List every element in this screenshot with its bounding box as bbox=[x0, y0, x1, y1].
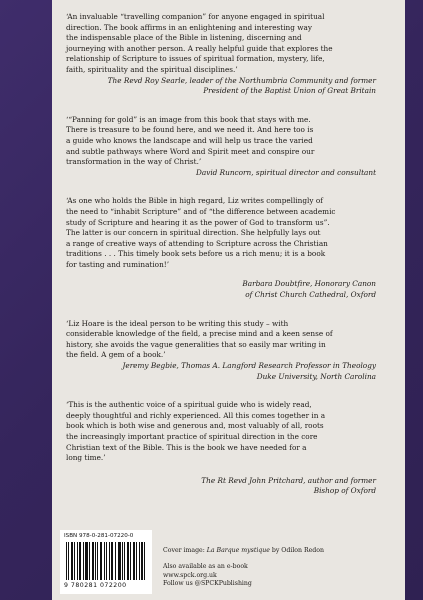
endorsement-3 bbox=[66, 196, 376, 300]
cover-credit-prefix: Cover image: bbox=[163, 547, 207, 554]
endorsement-1 bbox=[66, 12, 376, 97]
quote-line: ‘Liz Hoare is the ideal person to be writing this study – with bbox=[66, 318, 289, 328]
quote-line: faith, spirituality and the spiritual disciplines.’ bbox=[66, 64, 238, 74]
endorsements bbox=[66, 12, 376, 497]
isbn-label: ISBN 978-0-281-07220-0 bbox=[64, 533, 134, 539]
endorsement-5 bbox=[66, 400, 376, 497]
quote-line: long time.’ bbox=[66, 453, 106, 463]
endorsement-2 bbox=[66, 115, 376, 179]
quote-line: journeying with another person. A really helpful guide that explores the bbox=[66, 43, 333, 53]
quote-line: ‘As one who holds the Bible in high regard, Liz writes compellingly of bbox=[66, 196, 323, 206]
quote-line: study of Scripture and hearing it as the power of God to transform us”. bbox=[66, 217, 330, 227]
quote-line: the increasingly important practice of spiritual direction in the core bbox=[66, 432, 318, 441]
quote-line: Christian text of the Bible. This is the book we have needed for a bbox=[66, 442, 307, 452]
quote-attribution: of Christ Church Cathedral, Oxford bbox=[245, 290, 376, 300]
quote-line: ‘This is the authentic voice of a spiritual guide who is widely read, bbox=[66, 400, 312, 410]
quote-attribution: The Revd Roy Searle, leader of the Northumbria Community and former bbox=[107, 75, 376, 85]
quote-line: book which is both wise and generous and, most valuably of all, roots bbox=[66, 421, 324, 431]
quote-attribution: Barbara Doubtfire, Honorary Canon bbox=[242, 279, 376, 289]
cover-credit-suffix: by Odilon Redon bbox=[269, 547, 324, 554]
quote-line: deeply thoughtful and richly experienced. All this comes together in a bbox=[66, 410, 326, 420]
barcode-number: 9 780281 072200 bbox=[64, 582, 127, 589]
quote-line: transformation in the way of Christ.’ bbox=[66, 157, 202, 167]
barcode-bars bbox=[66, 542, 146, 580]
publisher-info bbox=[163, 546, 363, 589]
endorsement-4 bbox=[66, 319, 376, 383]
quote-line: ‘“Panning for gold” is an image from this book that stays with me. bbox=[66, 114, 311, 124]
quote-line: history, she avoids the vague generalities that so easily mar writing in bbox=[66, 339, 326, 349]
quote-line: and subtle pathways where Word and Spirit meet and conspire our bbox=[66, 146, 315, 156]
cover-credit-title: La Barque mystique bbox=[206, 547, 270, 554]
quote-line: the indispensable place of the Bible in listening, discerning and bbox=[66, 33, 302, 43]
quote-line: The latter is our concern in spiritual direction. She helpfully lays out bbox=[66, 228, 321, 238]
barcode bbox=[60, 530, 152, 594]
quote-attribution: President of the Baptist Union of Great Britain bbox=[203, 86, 376, 96]
cover-image-credit bbox=[163, 546, 363, 555]
quote-line: the field. A gem of a book.’ bbox=[66, 350, 166, 360]
quote-line: a range of creative ways of attending to Scripture across the Christian bbox=[66, 238, 328, 248]
quote-attribution: Bishop of Oxford bbox=[313, 486, 376, 496]
quote-line: There is treasure to be found here, and we need it. And here too is bbox=[66, 125, 314, 135]
quote-line: traditions . . . This timely book sets before us a rich menu; it is a book bbox=[66, 249, 326, 259]
quote-attribution: Duke University, North Carolina bbox=[256, 371, 376, 381]
quote-attribution: David Runcorn, spiritual director and consultant bbox=[196, 167, 376, 177]
website: www.spck.org.uk bbox=[163, 571, 217, 579]
quote-line: for tasting and rumination!’ bbox=[66, 259, 170, 269]
quote-attribution: The Rt Revd John Pritchard, author and former bbox=[201, 475, 376, 485]
quote-line: ‘An invaluable “travelling companion” for anyone engaged in spiritual bbox=[66, 12, 325, 21]
quote-line: direction. The book affirms in an enlightening and interesting way bbox=[66, 22, 312, 32]
quote-attribution: Jeremy Begbie, Thomas A. Langford Research Professor in Theology bbox=[122, 361, 376, 371]
quote-line: a guide who knows the landscape and will help us trace the varied bbox=[66, 135, 313, 145]
ebook-availability: Also available as an e-book bbox=[163, 563, 248, 570]
quote-line: the need to “inhabit Scripture” and of “the difference between academic bbox=[66, 206, 336, 216]
quote-line: relationship of Scripture to issues of spiritual formation, mystery, life, bbox=[66, 54, 325, 64]
quote-line: considerable knowledge of the field, a precise mind and a keen sense of bbox=[66, 329, 333, 339]
social-handle: Follow us @SPCKPublishing bbox=[163, 580, 252, 588]
